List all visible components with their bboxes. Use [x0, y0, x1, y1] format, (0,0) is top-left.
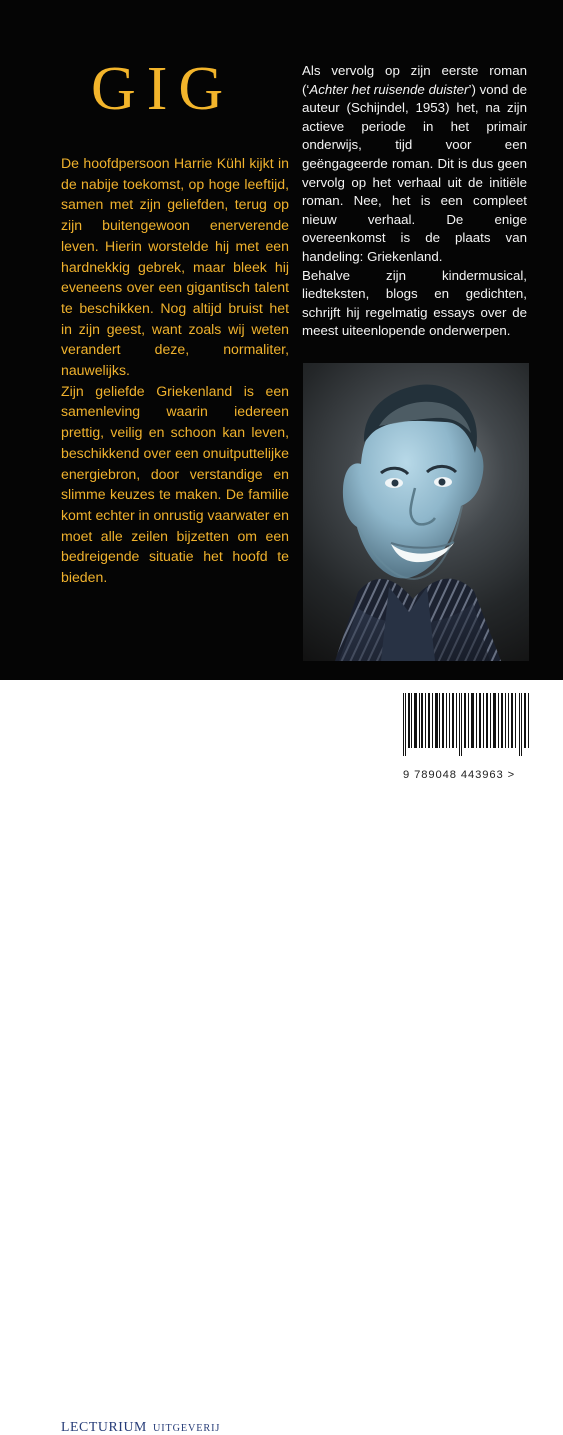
- previous-novel-title: Achter het ruisende duister: [309, 81, 469, 97]
- author-intro-before: Als vervolg op zijn eerste roman (‘: [302, 63, 527, 97]
- synopsis-paragraph-1: De hoofdpersoon Harrie Kühl kijkt in de nabije toekomst, op hoge leeftijd, samen met zijn geliefden, terug op zijn buitengewoon enerverende leven. Hierin worstelde hij met een hardnekkig gebrek, maar bleek hij eveneens over een gigantisch talent te beschikken. Nog altijd bruist het in zijn geest, want zoals wij weten verandert deze, normaliter, nauwelijks.: [61, 155, 289, 379]
- barcode-bars: [403, 693, 532, 756]
- author-intro-after: ’) vond de auteur (Schijndel, 1953) het, na zijn actieve periode in het primair onderwijs, tijd voor een geëngageerde roman. Dit is dus geen vervolg op het verhaal uit de initiële roman. Nee, het is een compleet nieuw verhaal. De enige overeenkomst is de plaats van handeling: Griekenland.: [302, 81, 527, 264]
- author-text: [302, 62, 527, 341]
- publisher-name: LECTURIUM: [61, 1419, 147, 1434]
- author-paragraph-1: [302, 62, 527, 267]
- publisher-logo: [61, 1419, 220, 1435]
- isbn-barcode: [403, 693, 532, 756]
- author-portrait-image: [303, 363, 529, 661]
- synopsis-text: [61, 153, 289, 588]
- isbn-number: 9 789048 443963 >: [403, 769, 516, 781]
- synopsis-paragraph-2: Zijn geliefde Griekenland is een samenleving waarin iedereen prettig, veilig en schoon kan leven, beschikkend over een onuitputtelijke energiebron, door verstandige en slimme keuzes te maken. De familie komt echter in onrustig vaarwater en moet alle zeilen bijzetten om een bedreigende situatie het hoofd te bieden.: [61, 382, 289, 586]
- author-paragraph-2: Behalve zijn kindermusical, liedteksten, blogs en gedichten, schrijft hij regelmatig essays over de meest uiteenlopende onderwerpen.: [302, 267, 527, 339]
- book-title: GIG: [91, 55, 235, 123]
- book-back-cover: [0, 0, 563, 680]
- author-photo: [303, 363, 529, 661]
- publisher-label: UITGEVERIJ: [152, 1423, 221, 1434]
